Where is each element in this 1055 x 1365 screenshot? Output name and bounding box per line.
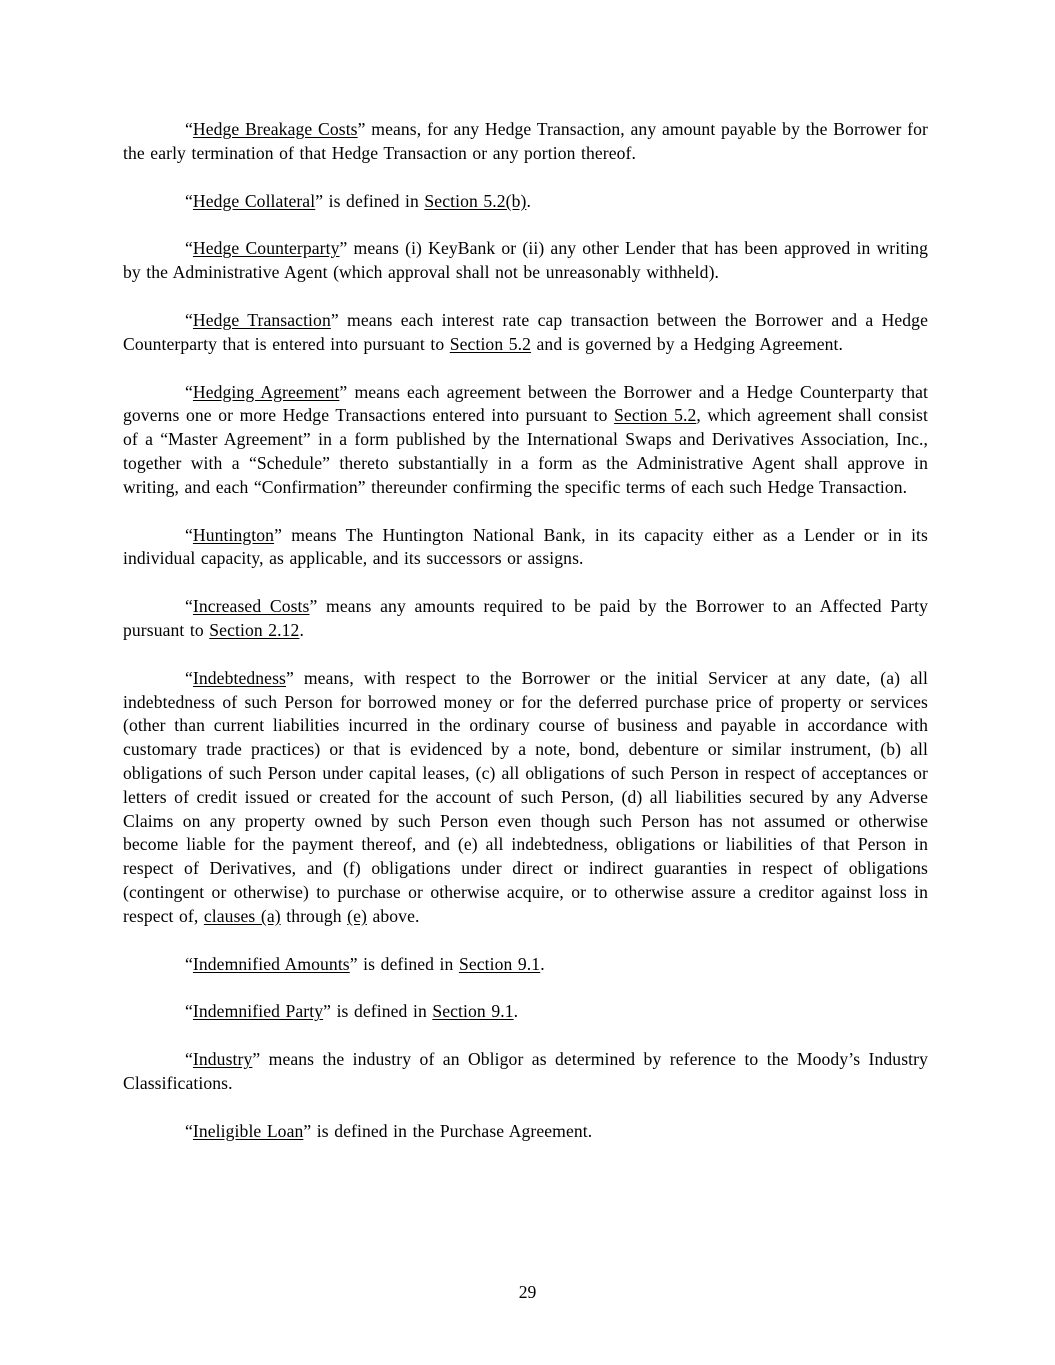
- text-run: “: [185, 309, 193, 330]
- text-run: ” means each interest rate cap transaction between the Borrower and a Hedge Counterparty that is entered into pursuant to: [123, 309, 928, 354]
- underlined-term: Hedge Collateral: [192, 190, 316, 211]
- text-run: “: [185, 190, 193, 211]
- underlined-term: Ineligible Loan: [192, 1120, 304, 1141]
- underlined-term: Section 9.1: [458, 953, 541, 974]
- text-run: ” means (i) KeyBank or (ii) any other Lender that has been approved in writing by the Administrative Agent (which approval shall not be unreasonably withheld).: [123, 238, 928, 283]
- underlined-term: Indebtedness: [192, 667, 286, 688]
- text-run: “: [185, 953, 193, 974]
- underlined-term: Section 9.1: [432, 1001, 514, 1022]
- text-run: ” means, for any Hedge Transaction, any amount payable by the Borrower for the early termination of that Hedge Transaction or any portion thereof.: [123, 119, 928, 163]
- paragraph: [123, 309, 928, 357]
- paragraph: [123, 118, 928, 166]
- underlined-term: Section 5.2(b): [424, 190, 527, 211]
- underlined-term: Hedge Counterparty: [192, 238, 340, 259]
- underlined-term: clauses (a): [203, 905, 281, 926]
- underlined-term: Indemnified Party: [192, 1001, 324, 1022]
- text-run: and is governed by a Hedging Agreement.: [531, 333, 843, 354]
- text-run: .: [526, 190, 531, 211]
- underlined-term: Hedge Breakage Costs: [192, 119, 358, 139]
- text-run: above.: [366, 905, 420, 926]
- text-run: ” is defined in: [323, 1001, 433, 1022]
- text-run: ” means, with respect to the Borrower or the initial Servicer at any date, (a) all indebtedness of such Person for borrowed money or for the deferred purchase price of property or services (other than current liabilities incurred in the ordinary course of business and payable in accordance with customary trade practices) or that is evidenced by a note, bond, debenture or similar instrument, (b) all obligations of such Person under capital leases, (c) all obligations of such Person in respect of acceptances or letters of credit issued or created for the account of such Person, (d) all liabilities secured by any Adverse Claims on any property owned by such Person even though such Person has not assumed or otherwise become liable for the payment thereof, and (e) all indebtedness, obligations or liabilities of that Person in respect of Derivatives, and (f) obligations under direct or indirect guaranties in respect of obligations (contingent or otherwise) to purchase or otherwise acquire, or to otherwise assure a creditor against loss in respect of,: [123, 667, 928, 926]
- underlined-term: Increased Costs: [192, 596, 310, 617]
- text-run: “: [185, 667, 193, 688]
- text-run: .: [540, 953, 545, 974]
- paragraph: [123, 381, 928, 500]
- text-run: through: [280, 905, 348, 926]
- paragraph: [123, 667, 928, 929]
- text-run: ” is defined in the Purchase Agreement.: [303, 1120, 593, 1141]
- document-body: [123, 118, 928, 1168]
- text-run: , which agreement shall consist of a “Master Agreement” in a form published by the International Swaps and Derivatives Association, Inc., together with a “Schedule” thereto substantially in a form as the Administrative Agent shall approve in writing, and each “Confirmation” thereunder confirming the specific terms of each such Hedge Transaction.: [123, 405, 928, 497]
- text-run: “: [185, 238, 193, 259]
- underlined-term: (e): [347, 905, 367, 926]
- text-run: ” is defined in: [315, 190, 425, 211]
- text-run: “: [185, 1120, 193, 1141]
- underlined-term: Section 5.2: [449, 333, 532, 354]
- paragraph: [123, 237, 928, 285]
- paragraph: [123, 524, 928, 572]
- paragraph: [123, 953, 928, 977]
- underlined-term: Hedging Agreement: [192, 381, 340, 402]
- paragraph: [123, 190, 928, 214]
- text-run: “: [185, 1001, 193, 1022]
- text-run: ” is defined in: [349, 953, 459, 974]
- paragraph: [123, 595, 928, 643]
- text-run: ” means The Huntington National Bank, in its capacity either as a Lender or in its individual capacity, as applicable, and its successors or assigns.: [123, 524, 928, 569]
- text-run: ” means each agreement between the Borrower and a Hedge Counterparty that governs one or more Hedge Transactions entered into pursuant to: [123, 381, 928, 426]
- text-run: ” means the industry of an Obligor as determined by reference to the Moody’s Industry Classifications.: [123, 1049, 928, 1093]
- text-run: “: [185, 524, 193, 545]
- text-run: “: [185, 381, 193, 402]
- underlined-term: Section 2.12: [209, 619, 300, 640]
- underlined-term: Section 5.2: [614, 405, 697, 426]
- underlined-term: Industry: [192, 1049, 253, 1070]
- underlined-term: Huntington: [192, 524, 275, 545]
- underlined-term: Hedge Transaction: [192, 309, 331, 330]
- paragraph: [123, 1048, 928, 1096]
- text-run: .: [299, 619, 304, 640]
- text-run: .: [513, 1001, 519, 1022]
- text-run: ” means any amounts required to be paid by the Borrower to an Affected Party pursuant to: [123, 596, 928, 640]
- text-run: “: [185, 1049, 193, 1070]
- text-run: “: [185, 596, 193, 617]
- page-number: 29: [518, 1282, 537, 1302]
- paragraph: [123, 1000, 928, 1024]
- underlined-term: Indemnified Amounts: [192, 953, 350, 974]
- paragraph: [123, 1120, 928, 1144]
- text-run: “: [185, 119, 193, 139]
